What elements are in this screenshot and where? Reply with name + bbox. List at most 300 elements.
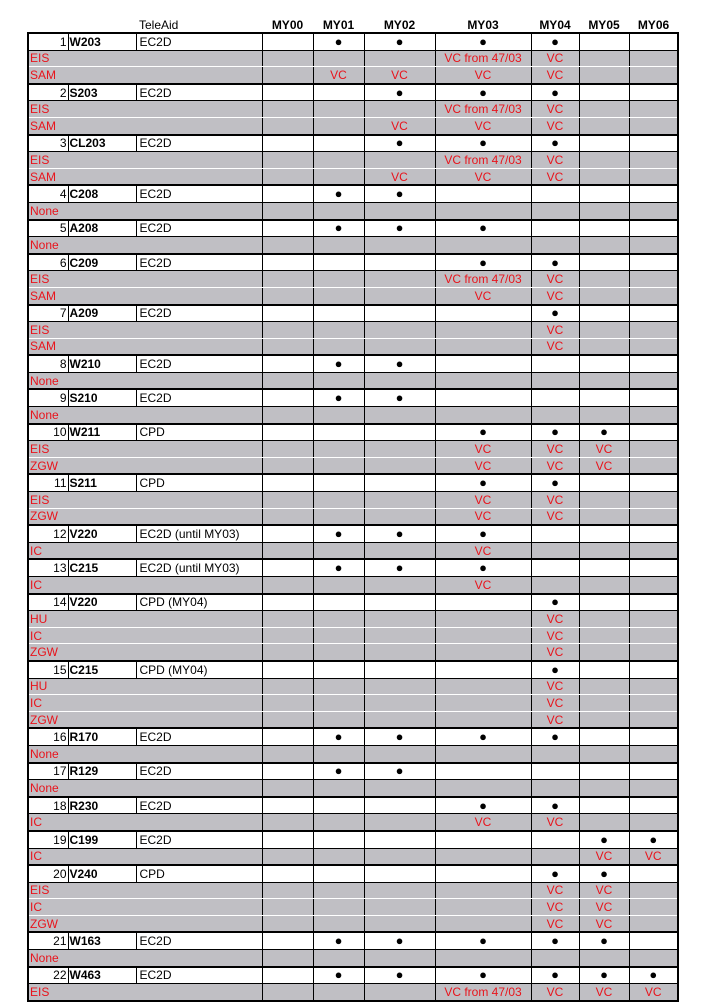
availability-mark: ● — [579, 424, 629, 441]
availability-mark: ● — [364, 135, 435, 152]
vehicle-number: 14 — [28, 594, 68, 611]
teleaid-model: EC2D — [136, 763, 262, 780]
vehicle-number: 12 — [28, 525, 68, 542]
component-value — [435, 627, 531, 644]
component-value — [313, 322, 364, 339]
vehicle-row — [28, 728, 678, 745]
availability-mark: ● — [313, 355, 364, 372]
component-value — [313, 711, 364, 728]
component-value — [313, 271, 364, 288]
component-value — [313, 577, 364, 594]
component-row — [28, 848, 678, 865]
component-value — [364, 457, 435, 474]
vehicle-code: W463 — [68, 967, 136, 984]
vehicle-row — [28, 831, 678, 848]
availability-mark: ● — [313, 525, 364, 542]
component-row — [28, 814, 678, 831]
availability-mark: ● — [531, 661, 579, 678]
teleaid-model: EC2D — [136, 355, 262, 372]
availability-mark — [531, 389, 579, 406]
component-value — [435, 322, 531, 339]
availability-mark — [629, 559, 678, 576]
vehicle-number: 1 — [28, 33, 68, 50]
availability-mark: ● — [435, 525, 531, 542]
availability-mark — [262, 33, 313, 50]
component-value — [629, 882, 678, 899]
teleaid-model: CPD — [136, 474, 262, 491]
availability-mark — [629, 389, 678, 406]
vehicle-row — [28, 135, 678, 152]
availability-mark: ● — [579, 932, 629, 949]
component-value — [262, 695, 313, 712]
component-value — [364, 372, 435, 389]
component-row — [28, 745, 678, 762]
availability-mark — [313, 831, 364, 848]
availability-mark — [629, 254, 678, 271]
component-value: VC — [435, 577, 531, 594]
vehicle-code: W211 — [68, 424, 136, 441]
teleaid-model: EC2D — [136, 254, 262, 271]
component-label: ZGW — [28, 508, 262, 525]
availability-mark: ● — [531, 474, 579, 491]
component-value: VC — [435, 457, 531, 474]
component-value: VC — [435, 492, 531, 509]
availability-mark: ● — [531, 84, 579, 101]
availability-mark: ● — [435, 967, 531, 984]
vehicle-row — [28, 84, 678, 101]
component-label: SAM — [28, 67, 262, 84]
component-row — [28, 372, 678, 389]
component-value — [435, 780, 531, 797]
availability-mark: ● — [313, 559, 364, 576]
component-value — [262, 117, 313, 134]
component-value: VC from 47/03 — [435, 984, 531, 1001]
component-value — [313, 372, 364, 389]
availability-mark — [579, 355, 629, 372]
header-my04: MY04 — [539, 18, 571, 32]
vehicle-number: 8 — [28, 355, 68, 372]
availability-mark — [629, 932, 678, 949]
component-value — [531, 577, 579, 594]
availability-mark — [435, 661, 531, 678]
component-value — [313, 950, 364, 967]
component-value — [364, 882, 435, 899]
component-label: SAM — [28, 338, 262, 355]
availability-mark: ● — [531, 254, 579, 271]
component-value: VC — [435, 117, 531, 134]
component-value: VC — [531, 695, 579, 712]
component-value — [364, 441, 435, 458]
component-value — [435, 338, 531, 355]
vehicle-number: 17 — [28, 763, 68, 780]
component-value — [579, 814, 629, 831]
component-value — [629, 372, 678, 389]
component-value: VC — [531, 882, 579, 899]
component-value — [435, 202, 531, 219]
component-row — [28, 441, 678, 458]
vehicle-row — [28, 594, 678, 611]
component-label: IC — [28, 814, 262, 831]
component-value — [629, 101, 678, 118]
availability-mark: ● — [435, 797, 531, 814]
availability-mark — [364, 594, 435, 611]
teleaid-model: EC2D — [136, 797, 262, 814]
component-value — [579, 745, 629, 762]
availability-mark — [531, 525, 579, 542]
component-value — [435, 950, 531, 967]
component-value: VC from 47/03 — [435, 50, 531, 67]
vehicle-number: 11 — [28, 474, 68, 491]
header-row — [28, 14, 678, 33]
availability-mark: ● — [435, 84, 531, 101]
vehicle-row — [28, 474, 678, 491]
component-value — [579, 101, 629, 118]
vehicle-number: 13 — [28, 559, 68, 576]
component-value: VC — [531, 441, 579, 458]
availability-mark — [313, 865, 364, 882]
component-value — [629, 711, 678, 728]
teleaid-model: EC2D (until MY03) — [136, 559, 262, 576]
component-row — [28, 678, 678, 695]
component-label: EIS — [28, 271, 262, 288]
component-value — [579, 577, 629, 594]
vehicle-number: 20 — [28, 865, 68, 882]
availability-mark — [262, 389, 313, 406]
component-value — [579, 627, 629, 644]
component-value: VC — [531, 627, 579, 644]
availability-mark — [629, 355, 678, 372]
component-value — [629, 168, 678, 185]
component-value — [262, 168, 313, 185]
availability-mark — [579, 661, 629, 678]
availability-mark — [579, 763, 629, 780]
component-value — [579, 678, 629, 695]
component-value — [435, 745, 531, 762]
component-value — [629, 950, 678, 967]
component-value — [579, 407, 629, 424]
availability-mark: ● — [435, 33, 531, 50]
component-row — [28, 202, 678, 219]
component-value — [364, 644, 435, 661]
availability-mark — [629, 661, 678, 678]
availability-mark — [262, 424, 313, 441]
component-value — [435, 915, 531, 932]
component-value: VC — [531, 287, 579, 304]
component-value — [313, 492, 364, 509]
component-row — [28, 117, 678, 134]
availability-mark: ● — [531, 424, 579, 441]
vehicle-code: W163 — [68, 932, 136, 949]
component-value — [629, 271, 678, 288]
component-value — [629, 814, 678, 831]
availability-mark: ● — [313, 33, 364, 50]
availability-mark — [262, 797, 313, 814]
component-row — [28, 577, 678, 594]
availability-mark — [262, 135, 313, 152]
component-value — [629, 50, 678, 67]
component-value: VC — [364, 67, 435, 84]
component-value — [579, 695, 629, 712]
component-value — [313, 237, 364, 254]
component-value — [629, 152, 678, 169]
component-value — [313, 745, 364, 762]
availability-mark — [262, 967, 313, 984]
availability-mark — [262, 559, 313, 576]
teleaid-model: EC2D — [136, 185, 262, 202]
component-value — [262, 899, 313, 916]
component-value — [629, 237, 678, 254]
availability-mark: ● — [364, 525, 435, 542]
component-value — [579, 508, 629, 525]
component-value — [579, 117, 629, 134]
component-row — [28, 711, 678, 728]
teleaid-model: CPD — [136, 424, 262, 441]
component-row — [28, 492, 678, 509]
header-my02: MY02 — [383, 18, 416, 32]
component-value — [313, 848, 364, 865]
availability-mark — [531, 185, 579, 202]
availability-mark — [579, 474, 629, 491]
vehicle-code: R230 — [68, 797, 136, 814]
component-value — [262, 441, 313, 458]
availability-mark: ● — [531, 865, 579, 882]
component-value — [262, 711, 313, 728]
component-value — [435, 407, 531, 424]
header-my05: MY05 — [588, 18, 620, 32]
component-label: None — [28, 950, 262, 967]
component-value: VC — [435, 168, 531, 185]
component-value — [364, 237, 435, 254]
availability-mark — [579, 84, 629, 101]
component-row — [28, 899, 678, 916]
component-label: None — [28, 372, 262, 389]
component-value — [579, 67, 629, 84]
component-label: HU — [28, 611, 262, 628]
component-label: ZGW — [28, 644, 262, 661]
availability-mark: ● — [313, 728, 364, 745]
availability-mark — [262, 831, 313, 848]
component-label: None — [28, 237, 262, 254]
availability-mark: ● — [364, 728, 435, 745]
component-value — [579, 950, 629, 967]
table-body — [28, 33, 678, 1001]
component-value — [579, 338, 629, 355]
component-label: EIS — [28, 152, 262, 169]
availability-mark — [579, 305, 629, 322]
component-value: VC — [531, 67, 579, 84]
component-value: VC — [313, 67, 364, 84]
component-value: VC from 47/03 — [435, 101, 531, 118]
teleaid-model: EC2D — [136, 967, 262, 984]
availability-mark: ● — [531, 594, 579, 611]
vehicle-code: A209 — [68, 305, 136, 322]
component-label: IC — [28, 695, 262, 712]
component-value — [313, 915, 364, 932]
availability-mark: ● — [579, 831, 629, 848]
vehicle-row — [28, 424, 678, 441]
availability-mark — [579, 254, 629, 271]
component-row — [28, 271, 678, 288]
component-value — [262, 915, 313, 932]
vehicle-row — [28, 967, 678, 984]
component-label: EIS — [28, 101, 262, 118]
component-value — [364, 287, 435, 304]
component-value: VC — [364, 117, 435, 134]
availability-mark — [262, 84, 313, 101]
availability-mark — [313, 594, 364, 611]
component-value: VC — [531, 915, 579, 932]
availability-mark — [262, 185, 313, 202]
vehicle-number: 3 — [28, 135, 68, 152]
component-value — [531, 237, 579, 254]
component-value: VC — [531, 117, 579, 134]
vehicle-row — [28, 525, 678, 542]
component-value — [313, 152, 364, 169]
availability-mark — [629, 135, 678, 152]
vehicle-number: 7 — [28, 305, 68, 322]
component-value — [579, 237, 629, 254]
vehicle-number: 21 — [28, 932, 68, 949]
vehicle-table — [27, 14, 679, 1002]
component-value — [262, 271, 313, 288]
availability-mark: ● — [364, 355, 435, 372]
availability-mark — [579, 185, 629, 202]
availability-mark: ● — [313, 389, 364, 406]
availability-mark — [313, 661, 364, 678]
component-value — [629, 745, 678, 762]
availability-mark: ● — [579, 967, 629, 984]
component-value — [262, 814, 313, 831]
component-value: VC — [531, 50, 579, 67]
component-value — [435, 678, 531, 695]
vehicle-row — [28, 305, 678, 322]
component-label: SAM — [28, 168, 262, 185]
availability-mark — [629, 185, 678, 202]
component-value — [364, 814, 435, 831]
component-row — [28, 457, 678, 474]
teleaid-model: EC2D — [136, 305, 262, 322]
teleaid-model: EC2D — [136, 831, 262, 848]
component-label: IC — [28, 577, 262, 594]
component-value — [313, 882, 364, 899]
component-value — [364, 745, 435, 762]
component-value — [629, 117, 678, 134]
component-value — [629, 67, 678, 84]
component-value — [364, 508, 435, 525]
availability-mark — [313, 84, 364, 101]
component-row — [28, 542, 678, 559]
component-value — [313, 407, 364, 424]
component-value — [262, 287, 313, 304]
component-value — [435, 644, 531, 661]
component-value: VC — [531, 271, 579, 288]
availability-mark — [579, 594, 629, 611]
component-value — [313, 644, 364, 661]
availability-mark: ● — [364, 967, 435, 984]
component-value — [629, 287, 678, 304]
vehicle-row — [28, 33, 678, 50]
vehicle-number: 4 — [28, 185, 68, 202]
availability-mark: ● — [313, 932, 364, 949]
availability-mark: ● — [531, 135, 579, 152]
component-value — [629, 542, 678, 559]
vehicle-code: S210 — [68, 389, 136, 406]
component-value: VC — [531, 457, 579, 474]
component-value — [531, 848, 579, 865]
availability-mark: ● — [364, 84, 435, 101]
component-value — [364, 338, 435, 355]
component-value — [579, 372, 629, 389]
vehicle-number: 2 — [28, 84, 68, 101]
component-row — [28, 101, 678, 118]
component-value — [313, 287, 364, 304]
teleaid-model: CPD (MY04) — [136, 661, 262, 678]
availability-mark — [364, 424, 435, 441]
component-value: VC — [435, 287, 531, 304]
availability-mark — [364, 305, 435, 322]
component-row — [28, 168, 678, 185]
component-value — [364, 542, 435, 559]
vehicle-number: 15 — [28, 661, 68, 678]
component-value — [435, 899, 531, 916]
component-row — [28, 644, 678, 661]
component-value — [531, 780, 579, 797]
component-value — [262, 508, 313, 525]
component-value — [262, 322, 313, 339]
component-value — [531, 372, 579, 389]
component-value: VC — [629, 848, 678, 865]
teleaid-model: EC2D — [136, 84, 262, 101]
component-row — [28, 611, 678, 628]
component-value — [262, 950, 313, 967]
component-value — [262, 984, 313, 1001]
component-row — [28, 338, 678, 355]
component-value: VC — [579, 457, 629, 474]
component-value — [313, 611, 364, 628]
component-value: VC — [531, 168, 579, 185]
component-value: VC — [531, 101, 579, 118]
component-value: VC — [579, 915, 629, 932]
component-value: VC — [531, 814, 579, 831]
availability-mark — [629, 763, 678, 780]
availability-mark — [435, 594, 531, 611]
availability-mark: ● — [531, 797, 579, 814]
component-value — [262, 577, 313, 594]
component-label: EIS — [28, 322, 262, 339]
component-value — [313, 508, 364, 525]
component-row — [28, 50, 678, 67]
component-value — [579, 644, 629, 661]
component-value — [629, 492, 678, 509]
availability-mark: ● — [531, 967, 579, 984]
component-value — [313, 202, 364, 219]
vehicle-code: C215 — [68, 559, 136, 576]
component-value — [262, 678, 313, 695]
teleaid-model: EC2D (until MY03) — [136, 525, 262, 542]
availability-mark — [531, 831, 579, 848]
component-value — [435, 882, 531, 899]
availability-mark: ● — [364, 185, 435, 202]
component-value — [313, 542, 364, 559]
component-value — [364, 492, 435, 509]
vehicle-code: S203 — [68, 84, 136, 101]
component-value — [313, 899, 364, 916]
component-value — [262, 644, 313, 661]
compatibility-matrix — [27, 14, 679, 1002]
availability-mark: ● — [313, 220, 364, 237]
component-label: SAM — [28, 287, 262, 304]
component-value — [262, 101, 313, 118]
